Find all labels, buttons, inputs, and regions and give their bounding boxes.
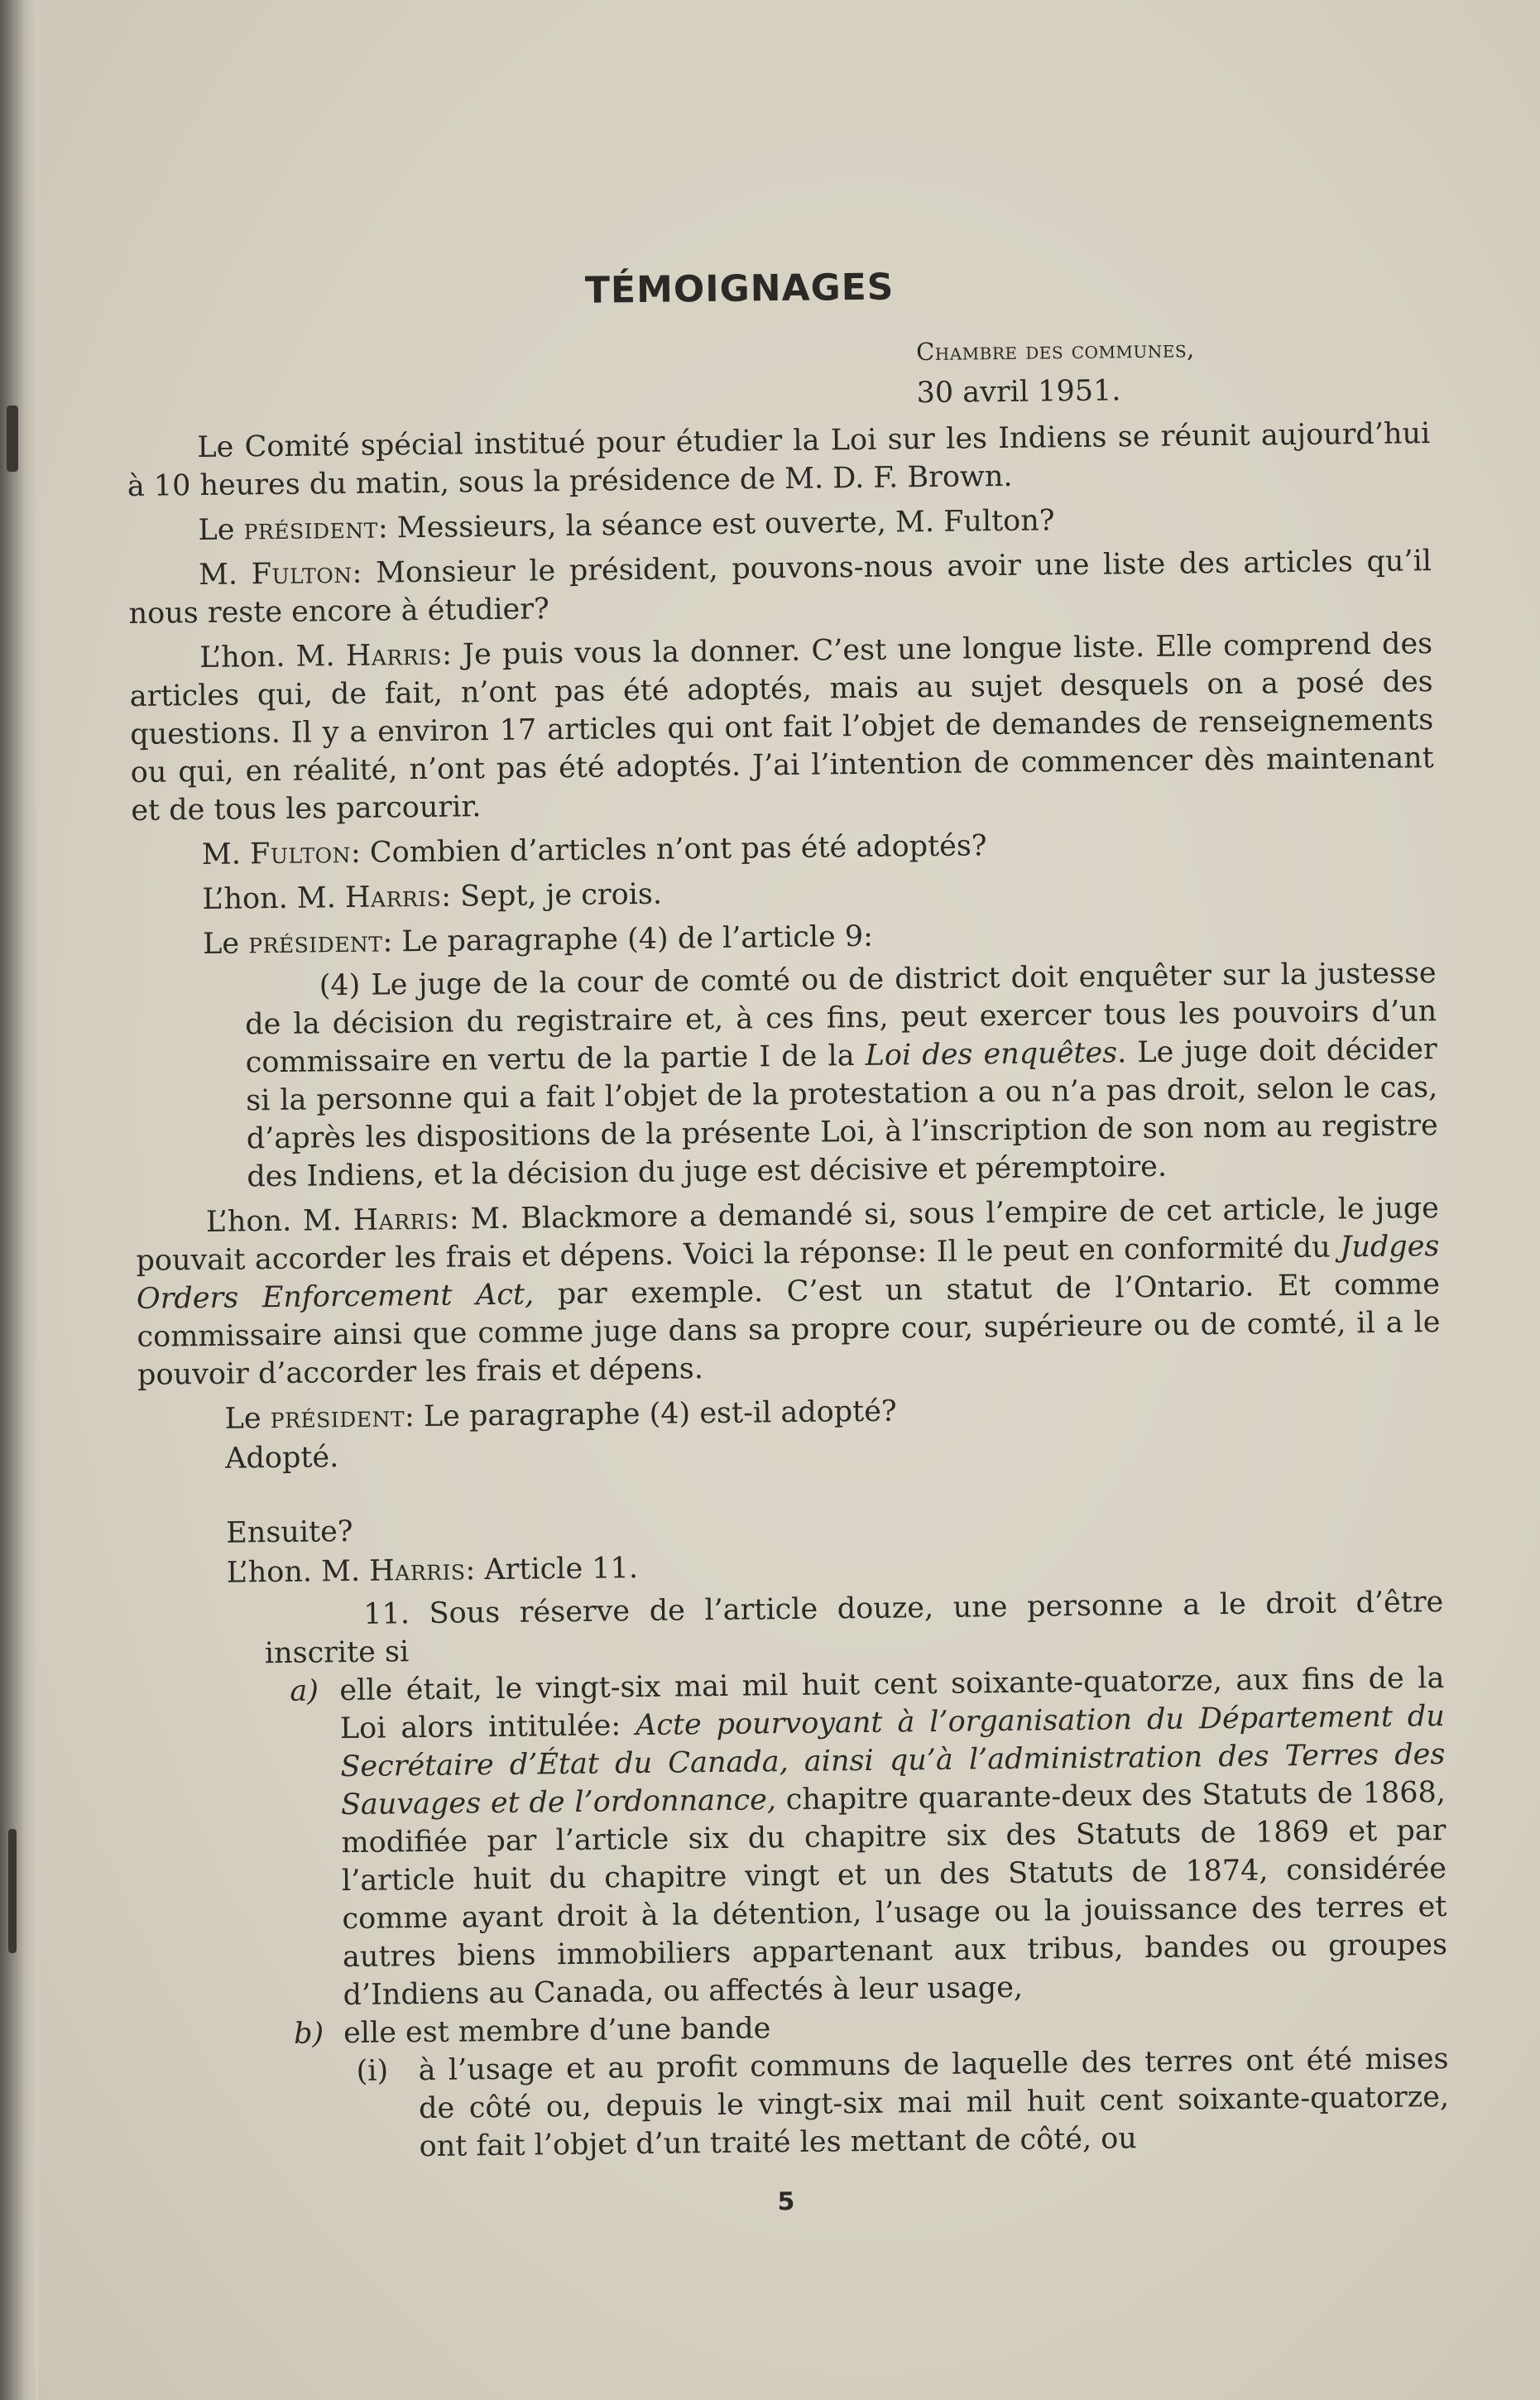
- speaker-name: Harris: [344, 880, 442, 915]
- article-text: 11. Sous réserve de l’article douze, une personne a le droit d’être inscrite si: [264, 1586, 1444, 1671]
- speech-paragraph: [127, 497, 1431, 550]
- list-item-text: elle est membre d’une bande: [343, 2012, 771, 2051]
- quote-text: . Le juge doit décider si la personne qui a fait l’objet de la protestation a ou n’a pas droit, selon le cas, d’après les dispositions de la présente Loi, à l’inscription de son nom au registre des Indiens, et la décision du juge est décisive et péremptoire.: [246, 1033, 1438, 1194]
- page-number: 5: [777, 2186, 795, 2217]
- quote-text: (4) Le juge de la cour de comté ou de district doit enquêter sur la justesse de la décision du registraire et, à ces fins, peut exercer tous les pouvoirs d’un commissaire en vertu de la partie I de la: [245, 957, 1437, 1080]
- date-line: 30 avril 1951.: [916, 374, 1121, 410]
- quoted-subsection: [244, 954, 1438, 1196]
- quote-italic-title: Loi des enquêtes: [865, 1036, 1118, 1073]
- speaker-prefix: L’hon. M.: [202, 881, 337, 916]
- list-item-label: a): [290, 1674, 319, 1708]
- speaker-prefix: Le: [224, 1402, 261, 1436]
- list-item-label: b): [293, 2017, 324, 2051]
- speech-text: : Messieurs, la séance est ouverte, M. Fulton?: [377, 504, 1055, 545]
- speech-paragraph: [129, 625, 1435, 830]
- document-page: [38, 0, 1540, 2400]
- speech-italic-title: Judges Orders Enforcement Act,: [136, 1230, 1440, 1316]
- speech-paragraph: [136, 1189, 1442, 1394]
- speaker-name: président: [270, 1400, 405, 1436]
- list-item-italic-title: Acte pourvoyant à l’organisation du Département du Secrétaire d’État du Canada, ainsi qu’à l’administration des Terres des Sauvages et de l’ordonnance,: [340, 1700, 1446, 1822]
- list-item: [290, 1659, 1448, 2014]
- book-spine-shadow: [0, 0, 38, 2400]
- speech-text: : M. Blackmore a demandé si, sous l’empire de cet article, le juge pouvait accorder les frais et dépens. Voici la réponse: Il le peut en conformité du: [136, 1192, 1440, 1278]
- speaker-name: Harris: [353, 1202, 450, 1237]
- list-item-text: chapitre quarante-deux des Statuts de 1868, modifiée par l’article six du chapitre six des Statuts de 1869 et par l’article huit du chapitre vingt et un des Statuts de 1874, considérée comme ayant droit à la détention, l’usage ou la jouissance des terres et autres biens immobiliers appartenant aux tribus, bandes ou groupes d’Indiens au Canada, ou affectés à leur usage,: [341, 1776, 1448, 2013]
- speech-text: : Je puis vous la donner. C’est une longue liste. Elle comprend des articles qui, de fait, n’ont pas été adoptés, mais au sujet desquels on a posé des questions. Il y a environ 17 articles qui ont fait l’objet de demandes de renseignements ou qui, en réalité, n’ont pas été adoptés. J’ai l’intention de commencer dès maintenant et de tous les parcourir.: [129, 627, 1434, 828]
- binding-mark: [7, 406, 18, 472]
- speech-text: : Monsieur le président, pouvons-nous avoir une liste des articles qu’il nous reste encore à étudier?: [128, 545, 1432, 631]
- speech-text: : Le paragraphe (4) est-il adopté?: [404, 1394, 897, 1434]
- speaker-prefix: L’hon. M.: [205, 1204, 343, 1239]
- opening-paragraph: Le Comité spécial institué pour étudier la Loi sur les Indiens se réunit aujourd’hui à 10 heures du matin, sous la présidence de M. D. F. Brown.: [127, 417, 1431, 503]
- adopted-line: Adopté.: [224, 1441, 339, 1476]
- place-date-block: [916, 325, 1430, 414]
- speaker-prefix: L’hon. M.: [199, 640, 335, 675]
- speech-text: : Combien d’articles n’ont pas été adoptés?: [350, 829, 987, 870]
- place-line: Chambre des communes,: [915, 334, 1195, 367]
- speech-paragraph: [132, 866, 1435, 919]
- list-item-text: elle était, le vingt-six mai mil huit cent soixante-quatorze, aux fins de la Loi alors intitulée:: [339, 1662, 1445, 1746]
- speech-text: : Article 11.: [465, 1552, 639, 1587]
- speaker-prefix: Le: [202, 927, 240, 961]
- speaker-name: Fulton: [251, 556, 353, 592]
- speaker-prefix: Le: [198, 513, 235, 548]
- speaker-name: président: [248, 925, 383, 961]
- speech-text: : Le paragraphe (4) de l’article 9:: [382, 919, 874, 959]
- speaker-name: Harris: [345, 638, 443, 674]
- speech-paragraph: [128, 542, 1432, 633]
- next-line: Ensuite?: [225, 1514, 353, 1550]
- speaker-prefix: L’hon. M.: [226, 1554, 361, 1590]
- sub-list-item-label: (i): [356, 2054, 389, 2088]
- sub-list-item: [356, 2040, 1450, 2166]
- sub-list-item-text: à l’usage et au profit communs de laquelle des terres ont été mises de côté ou, depuis le vingt-six mai mil huit cent soixante-quatorze, ont fait l’objet d’un traité les mettant de côté, ou: [418, 2042, 1450, 2164]
- speech-paragraph: [132, 822, 1435, 875]
- speech-text: : Sept, je crois.: [441, 877, 663, 914]
- binding-mark: [8, 1829, 17, 1953]
- speech-text: par exemple. C’est un statut de l’Ontario. Et comme commissaire ainsi que comme juge dans sa propre cour, supérieure ou de comté, il a le pouvoir d’accorder les frais et dépens.: [137, 1268, 1441, 1392]
- speaker-name: président: [243, 511, 379, 547]
- speaker-name: Harris: [369, 1553, 466, 1588]
- speaker-prefix: M.: [198, 558, 238, 593]
- page-title: TÉMOIGNAGES: [584, 266, 895, 312]
- speaker-name: Fulton: [249, 836, 352, 871]
- page-content: [125, 262, 1451, 2229]
- speaker-prefix: M.: [201, 838, 242, 871]
